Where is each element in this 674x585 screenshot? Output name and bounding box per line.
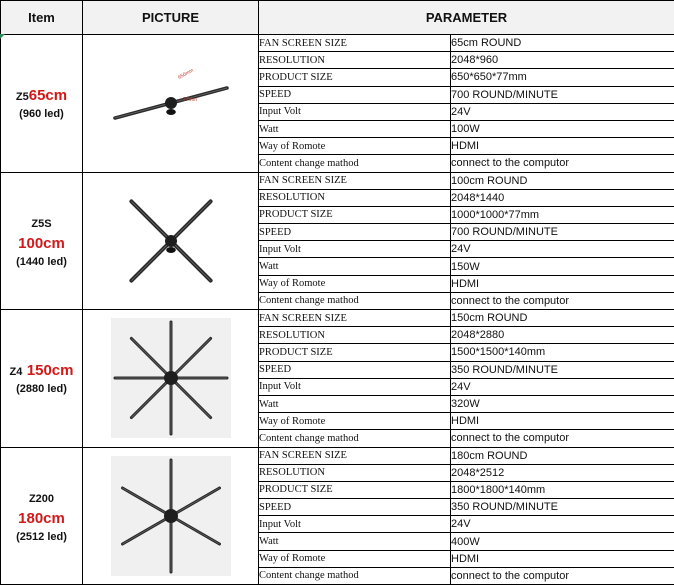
param-value: 2048*960 <box>451 52 674 69</box>
model-size: 100cm <box>18 235 65 253</box>
header-item: Item <box>1 1 83 35</box>
param-label: SPEED <box>259 361 451 378</box>
item-cell <box>1 172 83 310</box>
param-value: 100cm ROUND <box>451 172 674 189</box>
header-picture: PICTURE <box>83 1 259 35</box>
param-label: Watt <box>259 258 451 275</box>
param-value: 24V <box>451 378 674 395</box>
param-label: SPEED <box>259 499 451 516</box>
table-row <box>1 172 674 189</box>
param-label: Content change mathod <box>259 292 451 309</box>
led-count: (1440 led) <box>16 255 67 268</box>
param-value: 350 ROUND/MINUTE <box>451 361 674 378</box>
param-value: 320W <box>451 395 674 412</box>
param-value: connect to the computor <box>451 292 674 309</box>
param-value: 180cm ROUND <box>451 447 674 464</box>
table-row <box>1 310 674 327</box>
hologram-fan-2-blade-icon <box>96 43 246 163</box>
param-label: FAN SCREEN SIZE <box>259 447 451 464</box>
dimension-label-length: 650mm <box>176 67 195 82</box>
item-cell <box>1 310 83 448</box>
header-row <box>1 1 674 35</box>
param-value: connect to the computor <box>451 155 674 172</box>
param-label: Way of Romote <box>259 413 451 430</box>
param-label: Watt <box>259 395 451 412</box>
led-count: (2880 led) <box>16 382 67 395</box>
led-count: (960 led) <box>19 107 64 120</box>
param-value: 350 ROUND/MINUTE <box>451 499 674 516</box>
model-size: 180cm <box>18 510 65 528</box>
led-count: (2512 led) <box>16 530 67 543</box>
param-label: FAN SCREEN SIZE <box>259 35 451 52</box>
param-label: Watt <box>259 120 451 137</box>
hologram-fan-8-blade-icon <box>111 318 231 438</box>
param-label: Content change mathod <box>259 430 451 447</box>
model-name: Z200 <box>28 492 55 505</box>
param-value: 24V <box>451 103 674 120</box>
param-label: PRODUCT SIZE <box>259 481 451 498</box>
param-value: 150W <box>451 258 674 275</box>
param-value: 24V <box>451 516 674 533</box>
param-label: RESOLUTION <box>259 327 451 344</box>
dimension-label-depth: 77mm <box>182 97 197 104</box>
param-label: SPEED <box>259 86 451 103</box>
param-label: RESOLUTION <box>259 464 451 481</box>
picture-cell <box>83 447 259 585</box>
param-label: Input Volt <box>259 241 451 258</box>
param-label: PRODUCT SIZE <box>259 206 451 223</box>
item-cell <box>1 447 83 585</box>
param-label: FAN SCREEN SIZE <box>259 310 451 327</box>
param-label: PRODUCT SIZE <box>259 69 451 86</box>
param-value: HDMI <box>451 275 674 292</box>
header-parameter: PARAMETER <box>259 1 674 35</box>
param-label: Way of Romote <box>259 275 451 292</box>
param-value: 2048*2512 <box>451 464 674 481</box>
param-value: 700 ROUND/MINUTE <box>451 224 674 241</box>
param-label: SPEED <box>259 224 451 241</box>
param-label: Watt <box>259 533 451 550</box>
item-cell <box>1 35 83 173</box>
picture-cell <box>83 310 259 448</box>
model-name: Z4 <box>9 366 23 379</box>
model-name: Z5S <box>31 217 52 230</box>
picture-cell <box>83 172 259 310</box>
param-label: Content change mathod <box>259 155 451 172</box>
hologram-fan-4-blade-icon <box>106 181 236 301</box>
param-value: 650*650*77mm <box>451 69 674 86</box>
table-row <box>1 447 674 464</box>
param-value: HDMI <box>451 138 674 155</box>
param-value: 1800*1800*140mm <box>451 481 674 498</box>
param-label: FAN SCREEN SIZE <box>259 172 451 189</box>
param-value: connect to the computor <box>451 430 674 447</box>
param-value: 2048*1440 <box>451 189 674 206</box>
model-name: Z5 <box>15 91 29 104</box>
param-value: 150cm ROUND <box>451 310 674 327</box>
param-value: 24V <box>451 241 674 258</box>
param-label: Content change mathod <box>259 567 451 584</box>
param-label: Input Volt <box>259 516 451 533</box>
param-label: PRODUCT SIZE <box>259 344 451 361</box>
param-value: 400W <box>451 533 674 550</box>
param-value: connect to the computor <box>451 567 674 584</box>
table-row <box>1 35 674 52</box>
hologram-fan-6-blade-icon <box>111 456 231 576</box>
param-value: 700 ROUND/MINUTE <box>451 86 674 103</box>
param-label: Input Volt <box>259 103 451 120</box>
param-value: 100W <box>451 120 674 137</box>
param-label: RESOLUTION <box>259 189 451 206</box>
param-value: 1500*1500*140mm <box>451 344 674 361</box>
param-value: HDMI <box>451 413 674 430</box>
param-label: Input Volt <box>259 378 451 395</box>
param-label: Way of Romote <box>259 138 451 155</box>
model-size: 150cm <box>26 362 74 380</box>
model-size: 65cm <box>28 87 68 105</box>
param-value: 2048*2880 <box>451 327 674 344</box>
param-label: RESOLUTION <box>259 52 451 69</box>
picture-cell <box>83 35 259 173</box>
param-value: 1000*1000*77mm <box>451 206 674 223</box>
param-value: 65cm ROUND <box>451 35 674 52</box>
param-label: Way of Romote <box>259 550 451 567</box>
cell-corner-marker <box>0 34 5 39</box>
param-value: HDMI <box>451 550 674 567</box>
